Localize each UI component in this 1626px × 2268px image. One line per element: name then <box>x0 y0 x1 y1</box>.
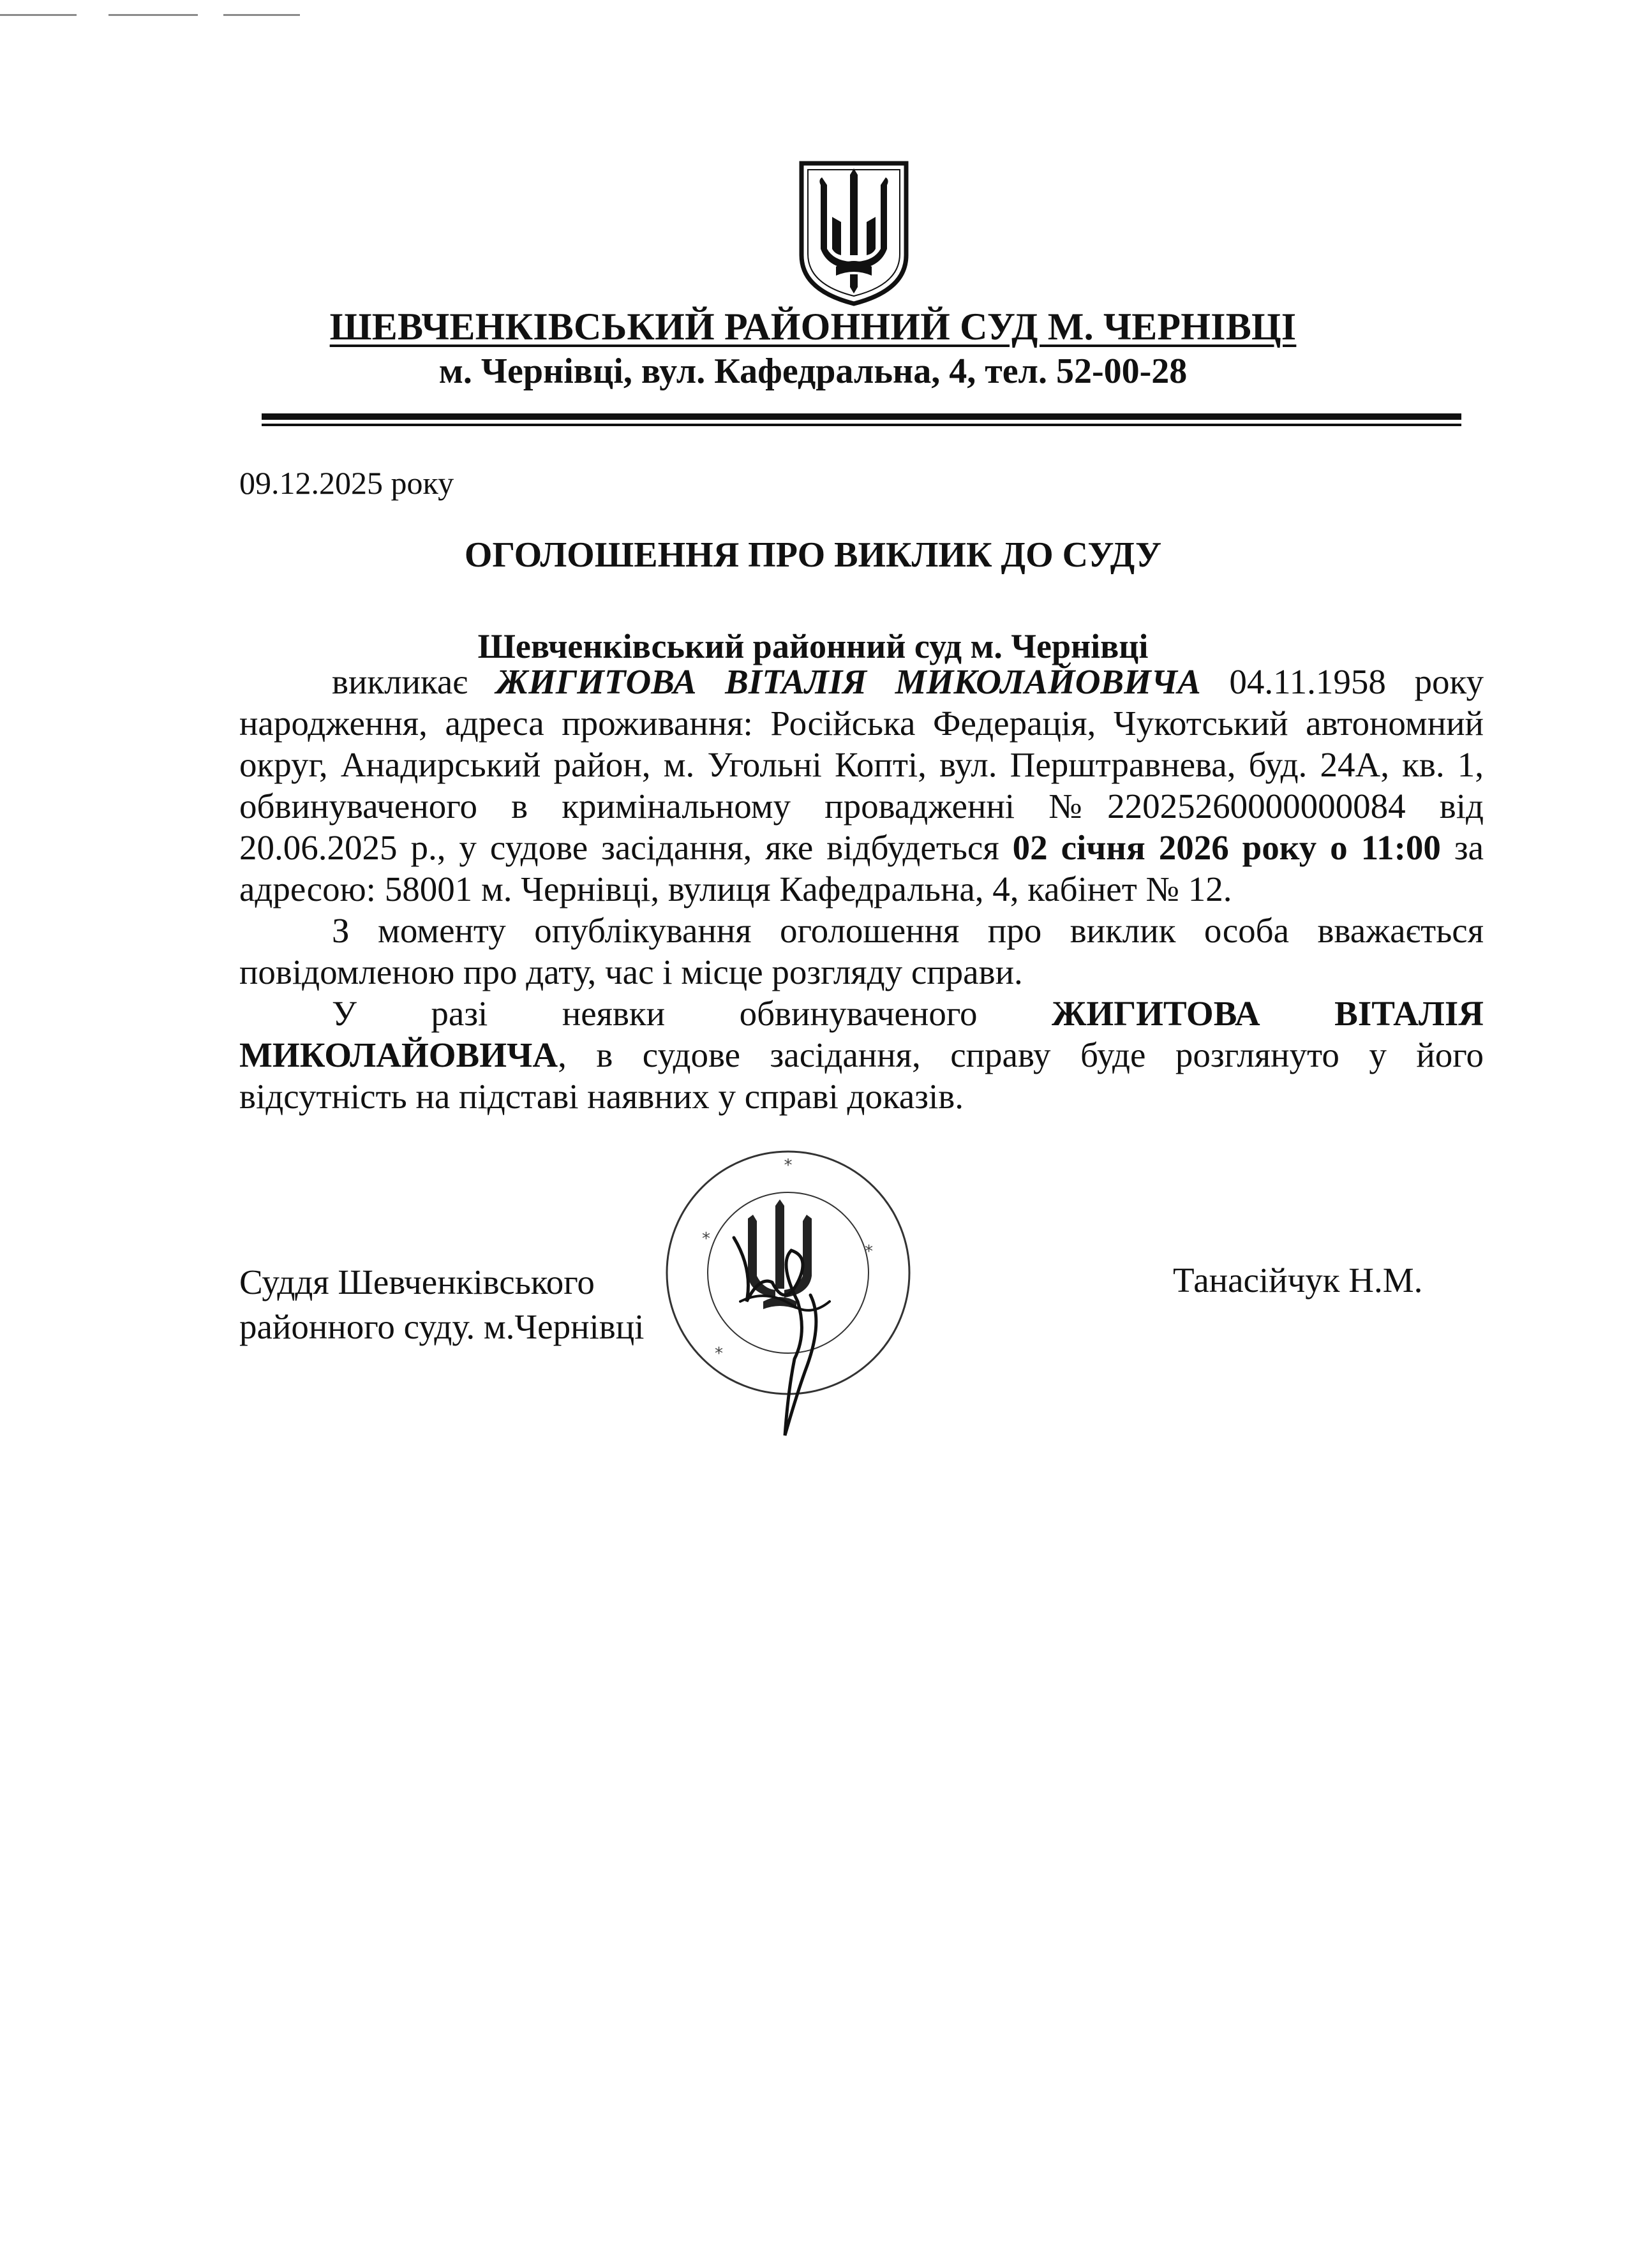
notice-paragraph: З моменту опублікування оголошення про виклик особа вважається повідомленою про дату, час і місце розгляду справи. <box>239 911 1484 991</box>
judge-position <box>239 1260 644 1349</box>
defendant-name: ЖИГИТОВА ВІТАЛІЯ МИКОЛАЙОВИЧА <box>496 662 1201 701</box>
hearing-address: за адресою: 58001 м. Чернівці, вулиця Кафедральна, 4, кабінет № 12. <box>239 828 1484 908</box>
scan-artifact <box>223 14 300 16</box>
court-name: ШЕВЧЕНКІВСЬКИЙ РАЙОННИЙ СУД М. ЧЕРНІВЦІ <box>329 306 1297 348</box>
svg-text:*: * <box>702 1229 710 1249</box>
document-date: 09.12.2025 року <box>239 465 454 501</box>
hearing-datetime: 02 січня 2026 року о 11:00 <box>1012 828 1441 867</box>
trident-emblem-icon <box>796 159 911 306</box>
svg-text:*: * <box>715 1344 723 1363</box>
defendant-name-repeat: ЖИГИТОВА ВІТАЛІЯ МИКОЛАЙОВИЧА <box>239 994 1484 1074</box>
court-seal-icon <box>638 1091 944 1474</box>
court-address: м. Чернівці, вул. Кафедральна, 4, тел. 52-00-28 <box>438 352 1188 391</box>
judge-position-line2: районного суду. м.Чернівці <box>239 1307 645 1346</box>
svg-text:*: * <box>784 1156 793 1175</box>
judge-position-line1: Суддя Шевченківського <box>239 1263 595 1301</box>
judge-name: Танасійчук Н.М. <box>1173 1261 1423 1300</box>
header-divider-thin <box>262 424 1461 426</box>
document-body <box>239 661 1484 1117</box>
absence-text-a: У разі неявки обвинуваченого <box>332 994 1052 1033</box>
court-line: Шевченківський районний суд м. Чернівці <box>477 627 1149 665</box>
summons-paragraph <box>239 661 1484 910</box>
absence-text-b: , в судове засідання, справу буде розглянуто у його відсутність на підставі наявних у справі доказів. <box>239 1035 1484 1116</box>
scan-artifact <box>108 14 198 16</box>
document-title: ОГОЛОШЕННЯ ПРО ВИКЛИК ДО СУДУ <box>464 535 1162 575</box>
scan-artifact <box>0 14 77 16</box>
calls-text: викликає <box>332 662 496 701</box>
header-divider-thick <box>262 413 1461 420</box>
defendant-details: 04.11.1958 року народження, адреса проживання: Російська Федерація, Чукотський автономний округ, Анадирський район, м. Угольні Копті, вул. Перштравнева, буд. 24А, кв. 1, обвинуваченого в кримінальному провадженні №22025260000000084 від 20.06.2025 р., у судове засідання, яке відбудеться <box>239 662 1484 867</box>
svg-text:*: * <box>865 1242 873 1261</box>
